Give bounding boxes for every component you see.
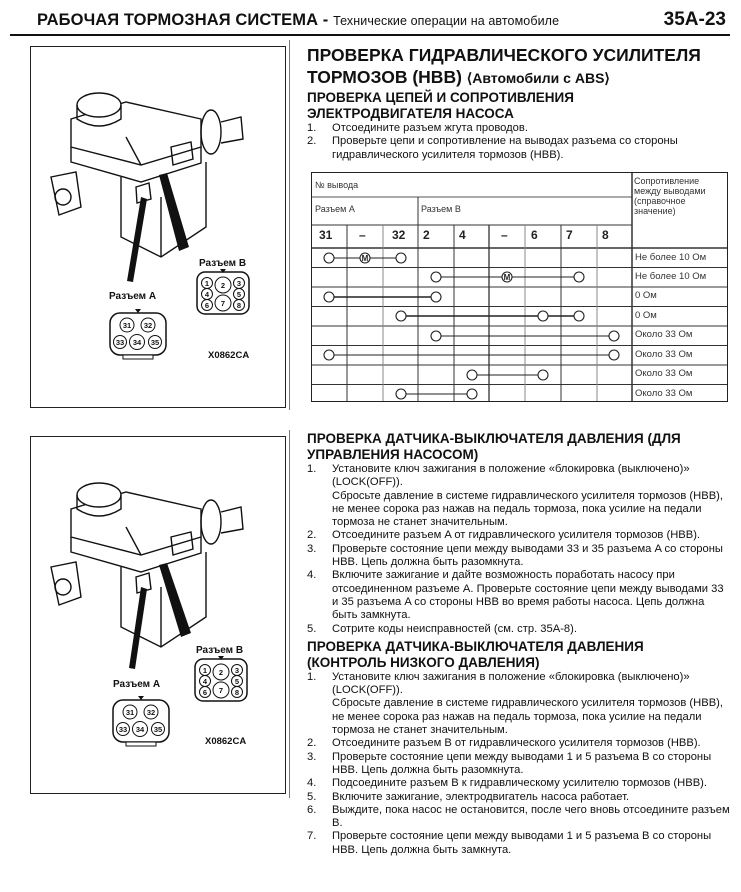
- section-hbb-check: [307, 44, 732, 162]
- svg-text:3: 3: [234, 666, 240, 675]
- step-number: 4.: [307, 777, 317, 790]
- page-number: 35A-23: [663, 9, 726, 30]
- step-item: [307, 830, 732, 857]
- step-text: Сотрите коды неисправностей (см. стр. 35A-8).: [332, 622, 577, 635]
- resistance-value: Около 33 Ом: [635, 388, 693, 399]
- resistance-value: 0 Ом: [635, 310, 657, 321]
- step-number: 3.: [307, 542, 317, 555]
- step-text: Проверьте цепи и сопротивление на выводах разъема со стороны гидравлического усилителя тормозов (НВВ).: [332, 135, 678, 161]
- heading-note: ⟨Автомобили с ABS⟩: [466, 70, 610, 86]
- resistance-value: 0 Ом: [635, 290, 657, 301]
- pin-col-32: 32: [392, 228, 406, 242]
- svg-text:35: 35: [153, 725, 163, 734]
- resistance-value: Около 33 Ом: [635, 349, 693, 360]
- step-number: 5.: [307, 790, 317, 803]
- step-item: [307, 623, 732, 636]
- subsection-heading-line2: ЭЛЕКТРОДВИГАТЕЛЯ НАСОСА: [307, 106, 514, 121]
- svg-text:6: 6: [204, 301, 210, 310]
- svg-text:5: 5: [236, 290, 242, 299]
- svg-text:4: 4: [202, 677, 208, 686]
- figure-hbb-connectors-2: [30, 436, 286, 794]
- pin-col-31: 31: [319, 228, 333, 242]
- svg-text:M: M: [503, 273, 511, 282]
- step-item: [307, 569, 732, 622]
- header-pin-no: № вывода: [315, 180, 359, 190]
- svg-text:3: 3: [236, 279, 242, 288]
- pin-col-7: 7: [566, 228, 573, 242]
- section-heading: ПРОВЕРКА ДАТЧИКА-ВЫКЛЮЧАТЕЛЯ ДАВЛЕНИЯ: [307, 638, 644, 654]
- svg-text:4: 4: [204, 290, 210, 299]
- svg-text:6: 6: [202, 688, 208, 697]
- step-text: Проверьте состояние цепи между выводами 1 и 5 разъема B со стороны НВВ. Цепь должна быть разомкнута.: [332, 750, 712, 776]
- step-number: 2.: [307, 529, 317, 542]
- svg-text:31: 31: [125, 708, 135, 717]
- subsection-heading: ПРОВЕРКА ЦЕПЕЙ И СОПРОТИВЛЕНИЯ: [307, 90, 574, 105]
- step-text: Отсоедините разъем A от гидравлического усилителя тормозов (НВВ).: [332, 529, 701, 542]
- step-item: [307, 777, 732, 790]
- step-number: 7.: [307, 830, 317, 843]
- section-heading: ПРОВЕРКА ДАТЧИКА-ВЫКЛЮЧАТЕЛЯ ДАВЛЕНИЯ (ДЛЯ: [307, 431, 681, 446]
- step-text: Подсоедините разъем B к гидравлическому усилителю тормозов (НВВ).: [332, 777, 707, 790]
- svg-text:2: 2: [220, 281, 226, 290]
- step-item: [307, 543, 732, 570]
- step-item: [307, 737, 732, 750]
- svg-text:33: 33: [118, 725, 128, 734]
- step-text: Выждите, пока насос не остановится, после чего вновь отсоедините разъем B.: [332, 803, 730, 830]
- step-number: 5.: [307, 622, 317, 635]
- header-connector-a: Разъем A: [315, 204, 355, 214]
- svg-text:32: 32: [143, 321, 153, 330]
- section-title-main: РАБОЧАЯ ТОРМОЗНАЯ СИСТЕМА -: [37, 11, 334, 29]
- connector-b-label: Разъем B: [196, 645, 244, 656]
- pin-col-2: 2: [423, 228, 430, 242]
- svg-text:34: 34: [132, 338, 142, 347]
- steps-list: [307, 671, 732, 857]
- resistance-value: Не более 10 Ом: [635, 271, 707, 282]
- connector-a-label: Разъем A: [113, 679, 161, 690]
- resistance-value: Около 33 Ом: [635, 368, 693, 379]
- svg-text:7: 7: [220, 299, 226, 308]
- svg-text:1: 1: [204, 279, 210, 288]
- figure-hbb-connectors-1: [30, 46, 286, 408]
- svg-text:31: 31: [122, 321, 132, 330]
- pin-col-dash: –: [501, 228, 508, 242]
- section-subtitle: Технические операции на автомобиле: [333, 14, 560, 28]
- svg-text:8: 8: [236, 301, 242, 310]
- step-item: [307, 804, 732, 831]
- step-text: Проверьте состояние цепи между выводами 33 и 35 разъема A со стороны НВВ. Цепь должна быть разомкнута.: [332, 542, 723, 569]
- pin-col-8: 8: [602, 228, 609, 242]
- step-number: 2.: [307, 737, 317, 750]
- connector-b-label: Разъем B: [199, 258, 247, 269]
- svg-text:1: 1: [202, 666, 208, 675]
- step-item: [307, 135, 732, 162]
- step-text: Включите зажигание, электродвигатель насоса работает.: [332, 790, 630, 803]
- pin-col-dash: –: [359, 228, 366, 242]
- step-text: Отсоедините разъем жгута проводов.: [332, 122, 528, 134]
- pin-resistance-table: [311, 172, 728, 402]
- steps-list: [307, 463, 732, 636]
- steps-list: [307, 122, 732, 162]
- svg-text:7: 7: [218, 686, 224, 695]
- step-text: Установите ключ зажигания в положение «блокировка (выключено)» (LOCK(OFF)).: [332, 463, 690, 489]
- step-item: [307, 122, 732, 135]
- step-item: [307, 791, 732, 804]
- step-item: [307, 529, 732, 542]
- step-number: 4.: [307, 569, 317, 582]
- pin-col-6: 6: [531, 228, 538, 242]
- step-text: Проверьте состояние цепи между выводами 1 и 5 разъема B со стороны НВВ. Цепь должна быть замкнута.: [332, 830, 712, 856]
- step-number: 1.: [307, 670, 317, 683]
- header-resistance: Сопротивление между выводами (справочное значение): [634, 176, 706, 216]
- svg-text:M: M: [361, 254, 369, 263]
- step-number: 2.: [307, 135, 317, 148]
- step-note: Сбросьте давление в системе гидравлического усилителя тормозов (НВВ), не менее сорока раз нажав на педаль тормоза, пока усилие на педали тормоза не станет значительным.: [332, 697, 723, 737]
- resistance-value: Около 33 Ом: [635, 329, 693, 340]
- svg-text:8: 8: [234, 688, 240, 697]
- section-heading-line2: УПРАВЛЕНИЯ НАСОСОМ): [307, 447, 479, 462]
- section-heading-line2: (КОНТРОЛЬ НИЗКОГО ДАВЛЕНИЯ): [307, 654, 540, 670]
- step-number: 1.: [307, 463, 317, 475]
- step-item: [307, 671, 732, 737]
- svg-text:32: 32: [146, 708, 156, 717]
- step-number: 1.: [307, 122, 317, 134]
- section-heading-line2: [307, 66, 732, 89]
- pin-col-4: 4: [459, 228, 466, 242]
- section-title: [37, 11, 559, 30]
- connector-a-label: Разъем A: [109, 291, 157, 302]
- svg-text:33: 33: [115, 338, 125, 347]
- step-text: Установите ключ зажигания в положение «блокировка (выключено)» (LOCK(OFF)).: [332, 670, 690, 697]
- column-divider: [289, 430, 290, 798]
- step-note: Сбросьте давление в системе гидравлического усилителя тормозов (НВВ), не менее сорока раз нажав на педаль тормоза, пока усилие на педали тормоза не станет значительным.: [332, 489, 723, 529]
- svg-text:2: 2: [218, 668, 224, 677]
- step-number: 3.: [307, 750, 317, 763]
- figure-code: X0862CA: [205, 736, 247, 747]
- step-item: [307, 463, 732, 529]
- step-number: 6.: [307, 803, 317, 816]
- connector-pinout-diagram: [31, 437, 285, 793]
- column-divider: [289, 40, 290, 410]
- heading-text: ТОРМОЗОВ (НВВ): [307, 67, 467, 87]
- step-text: Отсоедините разъем B от гидравлического усилителя тормозов (НВВ).: [332, 737, 701, 750]
- step-text: Включите зажигание и дайте возможность поработать насосу при отсоединенном разъеме A. Проверьте состояние цепи между выводами 33 и 35 разъема A со стороны НВВ во время работы насоса. Цепь должна быть замкнута.: [332, 569, 724, 622]
- svg-text:5: 5: [234, 677, 240, 686]
- figure-code: X0862CA: [208, 350, 250, 361]
- step-item: [307, 751, 732, 778]
- header-connector-b: Разъем B: [421, 204, 461, 214]
- svg-text:35: 35: [150, 338, 160, 347]
- svg-text:34: 34: [135, 725, 145, 734]
- section-heading: ПРОВЕРКА ГИДРАВЛИЧЕСКОГО УСИЛИТЕЛЯ: [307, 45, 701, 65]
- section-pressure-switch-pump: [307, 431, 732, 857]
- page-header: [10, 8, 730, 36]
- resistance-value: Не более 10 Ом: [635, 252, 707, 263]
